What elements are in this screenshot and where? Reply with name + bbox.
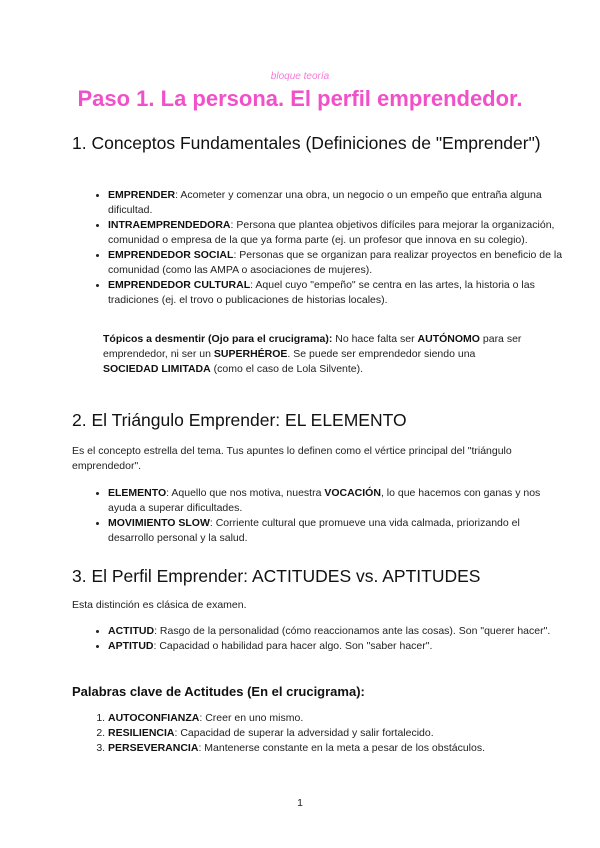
- section-3-list: [72, 624, 563, 654]
- term: INTRAEMPRENDEDORA: [108, 219, 231, 231]
- note-keyword: SUPERHÉROE: [213, 348, 288, 360]
- list-item: [108, 726, 563, 741]
- note-text: No hace falta ser: [332, 333, 418, 345]
- list-item: [108, 711, 563, 726]
- list-item: [108, 188, 563, 218]
- term: EMPRENDEDOR CULTURAL: [108, 279, 251, 291]
- term: EMPRENDER: [108, 189, 176, 201]
- section-kicker: bloque teoría: [270, 71, 330, 82]
- note-keyword: SOCIEDAD LIMITADA: [103, 363, 211, 375]
- list-item: [108, 248, 563, 278]
- term: AUTOCONFIANZA: [108, 712, 200, 724]
- definition: : Creer en uno mismo.: [199, 712, 304, 724]
- note-text: para ser emprendedor, ni ser un: [103, 333, 522, 360]
- note-keyword: AUTÓNOMO: [417, 333, 480, 345]
- keywords-subheading: Palabras clave de Actitudes (En el crucigrama):: [72, 684, 365, 699]
- definition: : Capacidad o habilidad para hacer algo. Son "saber hacer".: [153, 640, 433, 652]
- myths-note: [103, 332, 523, 377]
- list-item: [108, 516, 563, 546]
- section-2-heading: 2. El Triángulo Emprender: EL ELEMENTO: [72, 410, 407, 430]
- section-3-intro: Esta distinción es clásica de examen.: [72, 599, 247, 611]
- definition: : Personas que se organizan para realizar proyectos en beneficio de la comunidad (como las AMPA o asociaciones de mujeres).: [108, 249, 563, 276]
- list-item: [108, 639, 563, 654]
- section-1-list: [72, 188, 563, 308]
- keywords-list: [72, 711, 563, 756]
- definition: : Rasgo de la personalidad (cómo reaccionamos ante las cosas). Son "querer hacer".: [154, 625, 551, 637]
- section-3-heading: 3. El Perfil Emprender: ACTITUDES vs. APTITUDES: [72, 566, 481, 586]
- list-item: [108, 278, 563, 308]
- list-item: [108, 218, 563, 248]
- keyword: VOCACIÓN: [324, 487, 381, 499]
- definition: : Capacidad de superar la adversidad y salir fortalecido.: [174, 727, 434, 739]
- definition: : Corriente cultural que promueve una vida calmada, priorizando el desarrollo personal y la salud.: [108, 517, 520, 544]
- note-lead: Tópicos a desmentir (Ojo para el crucigrama):: [103, 333, 333, 345]
- definition: : Persona que plantea objetivos difíciles para mejorar la organización, comunidad o empresa de la que ya forma parte (ej. un profesor que innova en su colegio).: [108, 219, 555, 246]
- definition: : Aquello que nos motiva, nuestra: [166, 487, 325, 499]
- definition: : Mantenerse constante en la meta a pesar de los obstáculos.: [198, 742, 486, 754]
- term: RESILIENCIA: [108, 727, 175, 739]
- page-title: Paso 1. La persona. El perfil emprendedor.: [77, 86, 523, 111]
- term: MOVIMIENTO SLOW: [108, 517, 210, 529]
- term: EMPRENDEDOR SOCIAL: [108, 249, 234, 261]
- term: APTITUD: [108, 640, 154, 652]
- section-2-list: [72, 486, 563, 546]
- section-1-heading: 1. Conceptos Fundamentales (Definiciones de "Emprender"): [72, 133, 541, 153]
- term: ACTITUD: [108, 625, 155, 637]
- section-2-intro: Es el concepto estrella del tema. Tus apuntes lo definen como el vértice principal del "triángulo emprendedor".: [72, 445, 512, 472]
- list-item: [108, 624, 563, 639]
- definition: : Aquel cuyo "empeño" se centra en las artes, la historia o las tradiciones (ej. el trovo o publicaciones de historias locales).: [108, 279, 535, 306]
- note-text: . Se puede ser emprendedor siendo una: [287, 348, 476, 360]
- page-number: 1: [297, 797, 303, 809]
- term: PERSEVERANCIA: [108, 742, 199, 754]
- list-item: [108, 741, 563, 756]
- term: ELEMENTO: [108, 487, 167, 499]
- definition: : Acometer y comenzar una obra, un negocio o un empeño que entraña alguna dificultad.: [108, 189, 542, 216]
- note-text: (como el caso de Lola Silvente).: [210, 363, 364, 375]
- definition: , lo que hacemos con ganas y nos ayuda a superar dificultades.: [108, 487, 541, 514]
- list-item: [108, 486, 563, 516]
